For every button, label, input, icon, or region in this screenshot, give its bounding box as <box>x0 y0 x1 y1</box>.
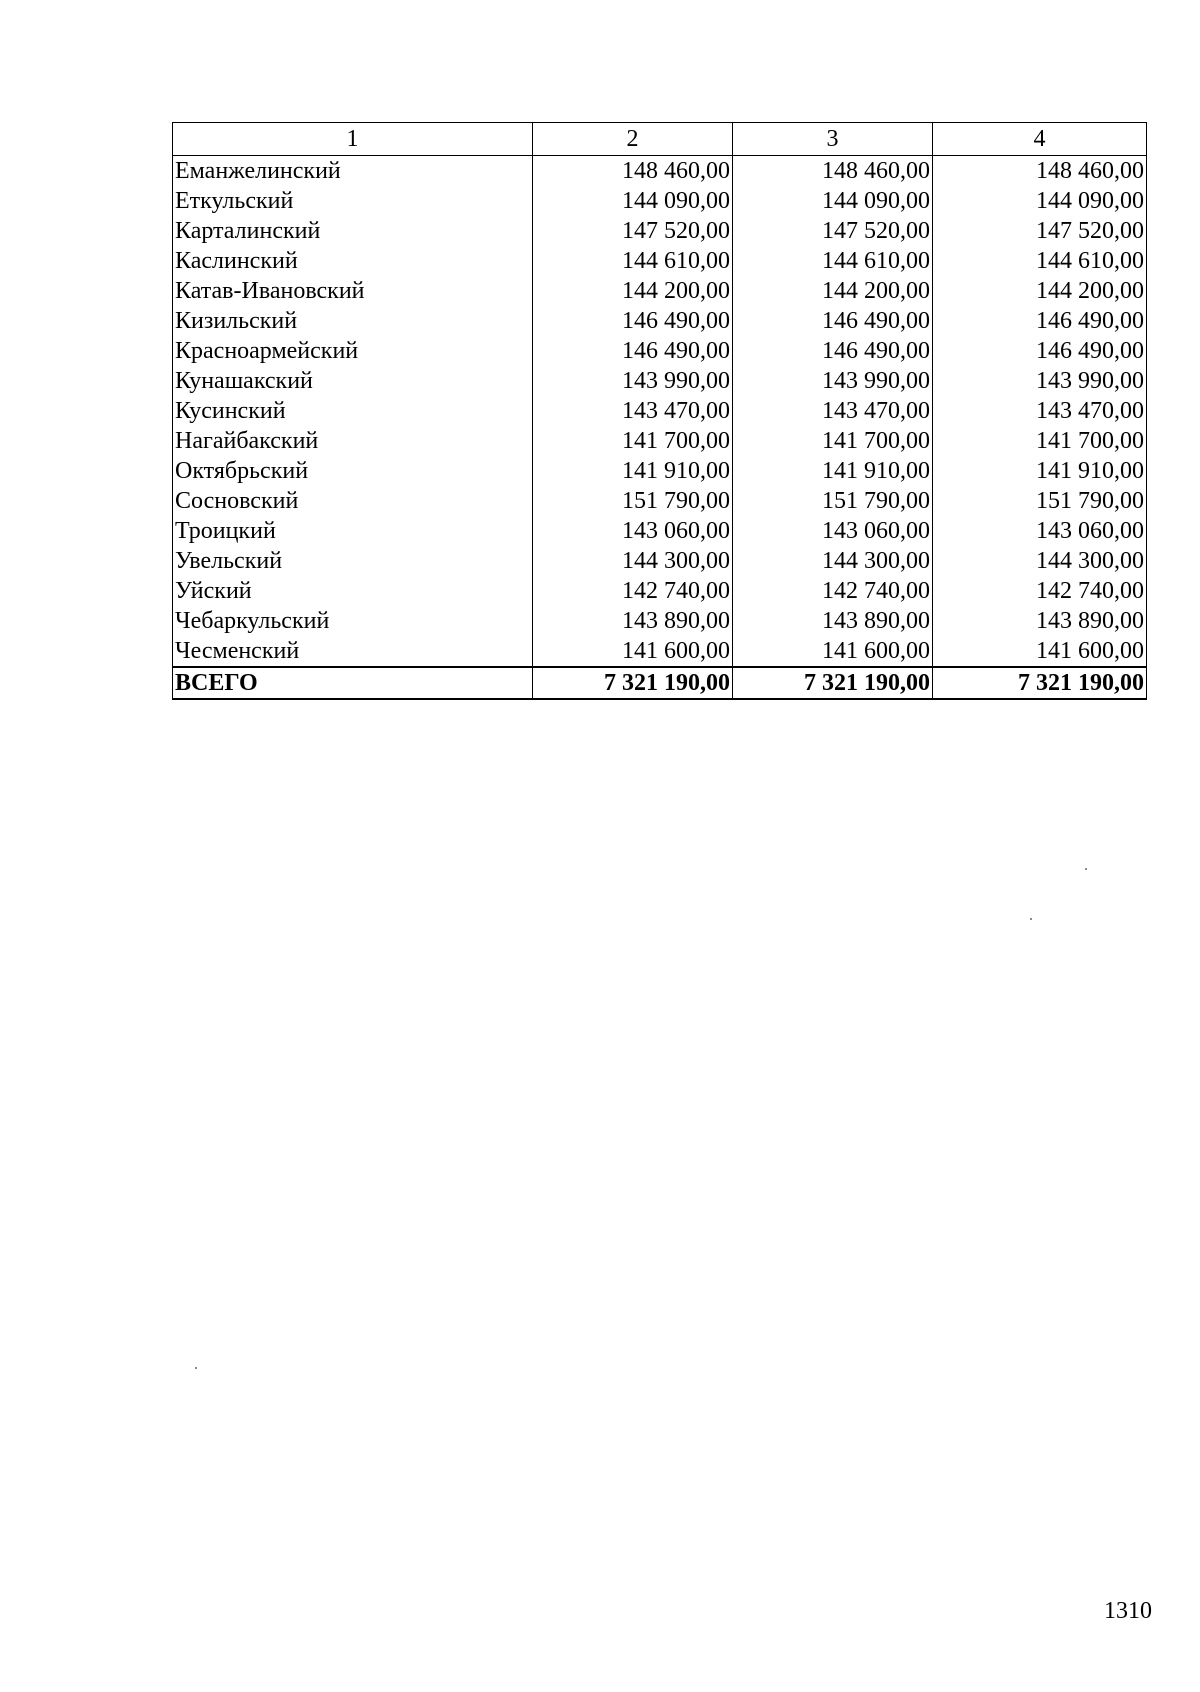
value-col4: 143 990,00 <box>933 366 1147 396</box>
district-name: Кизильский <box>173 306 533 336</box>
value-col4: 148 460,00 <box>933 156 1147 187</box>
value-col2: 144 610,00 <box>533 246 733 276</box>
table-row <box>173 426 1147 456</box>
table-row <box>173 306 1147 336</box>
value-col3: 141 910,00 <box>733 456 933 486</box>
table-row <box>173 276 1147 306</box>
value-col4: 144 090,00 <box>933 186 1147 216</box>
value-col3: 144 200,00 <box>733 276 933 306</box>
district-name: Чесменский <box>173 636 533 667</box>
value-col2: 141 600,00 <box>533 636 733 667</box>
value-col4: 143 060,00 <box>933 516 1147 546</box>
budget-table <box>172 122 1147 700</box>
value-col3: 148 460,00 <box>733 156 933 187</box>
value-col4: 141 910,00 <box>933 456 1147 486</box>
table-row <box>173 456 1147 486</box>
value-col4: 146 490,00 <box>933 306 1147 336</box>
district-name: Увельский <box>173 546 533 576</box>
value-col3: 141 600,00 <box>733 636 933 667</box>
table-row <box>173 366 1147 396</box>
district-name: Кусинский <box>173 396 533 426</box>
value-col3: 143 890,00 <box>733 606 933 636</box>
table-row <box>173 546 1147 576</box>
column-header-2: 2 <box>533 123 733 156</box>
value-col3: 151 790,00 <box>733 486 933 516</box>
table-row <box>173 516 1147 546</box>
district-name: Катав-Ивановский <box>173 276 533 306</box>
value-col3: 146 490,00 <box>733 306 933 336</box>
total-value-col3: 7 321 190,00 <box>733 667 933 699</box>
value-col2: 146 490,00 <box>533 336 733 366</box>
scan-speck <box>195 1367 197 1369</box>
value-col2: 151 790,00 <box>533 486 733 516</box>
district-name: Карталинский <box>173 216 533 246</box>
district-name: Красноармейский <box>173 336 533 366</box>
value-col2: 144 090,00 <box>533 186 733 216</box>
scan-speck <box>1085 868 1087 870</box>
table-row <box>173 336 1147 366</box>
total-value-col2: 7 321 190,00 <box>533 667 733 699</box>
value-col3: 142 740,00 <box>733 576 933 606</box>
value-col4: 143 470,00 <box>933 396 1147 426</box>
district-name: Октябрьский <box>173 456 533 486</box>
value-col2: 144 200,00 <box>533 276 733 306</box>
value-col2: 142 740,00 <box>533 576 733 606</box>
value-col2: 148 460,00 <box>533 156 733 187</box>
table-header-row <box>173 123 1147 156</box>
value-col2: 143 060,00 <box>533 516 733 546</box>
value-col3: 147 520,00 <box>733 216 933 246</box>
value-col3: 143 990,00 <box>733 366 933 396</box>
value-col3: 146 490,00 <box>733 336 933 366</box>
table-row <box>173 156 1147 187</box>
value-col3: 143 060,00 <box>733 516 933 546</box>
district-name: Уйский <box>173 576 533 606</box>
column-header-1: 1 <box>173 123 533 156</box>
value-col3: 144 610,00 <box>733 246 933 276</box>
total-row <box>173 667 1147 699</box>
value-col4: 146 490,00 <box>933 336 1147 366</box>
scan-speck <box>1030 918 1032 920</box>
table-row <box>173 576 1147 606</box>
value-col4: 142 740,00 <box>933 576 1147 606</box>
district-name: Нагайбакский <box>173 426 533 456</box>
total-value-col4: 7 321 190,00 <box>933 667 1147 699</box>
table-row <box>173 396 1147 426</box>
value-col4: 151 790,00 <box>933 486 1147 516</box>
district-name: Еманжелинский <box>173 156 533 187</box>
table-row <box>173 606 1147 636</box>
table-row <box>173 246 1147 276</box>
value-col4: 144 300,00 <box>933 546 1147 576</box>
total-label: ВСЕГО <box>173 667 533 699</box>
value-col2: 143 990,00 <box>533 366 733 396</box>
district-name: Еткульский <box>173 186 533 216</box>
value-col2: 143 890,00 <box>533 606 733 636</box>
value-col3: 144 090,00 <box>733 186 933 216</box>
value-col3: 143 470,00 <box>733 396 933 426</box>
value-col2: 144 300,00 <box>533 546 733 576</box>
value-col2: 141 910,00 <box>533 456 733 486</box>
page-number: 1310 <box>1104 1598 1152 1624</box>
value-col4: 143 890,00 <box>933 606 1147 636</box>
district-name: Каслинский <box>173 246 533 276</box>
value-col3: 144 300,00 <box>733 546 933 576</box>
column-header-3: 3 <box>733 123 933 156</box>
value-col3: 141 700,00 <box>733 426 933 456</box>
value-col2: 143 470,00 <box>533 396 733 426</box>
value-col4: 141 700,00 <box>933 426 1147 456</box>
table-row <box>173 486 1147 516</box>
value-col4: 141 600,00 <box>933 636 1147 667</box>
value-col2: 147 520,00 <box>533 216 733 246</box>
value-col2: 141 700,00 <box>533 426 733 456</box>
district-name: Сосновский <box>173 486 533 516</box>
table-row <box>173 186 1147 216</box>
district-name: Чебаркульский <box>173 606 533 636</box>
table-row <box>173 216 1147 246</box>
value-col2: 146 490,00 <box>533 306 733 336</box>
value-col4: 147 520,00 <box>933 216 1147 246</box>
district-name: Троицкий <box>173 516 533 546</box>
value-col4: 144 200,00 <box>933 276 1147 306</box>
table-row <box>173 636 1147 667</box>
table-body <box>173 156 1147 668</box>
district-name: Кунашакский <box>173 366 533 396</box>
value-col4: 144 610,00 <box>933 246 1147 276</box>
column-header-4: 4 <box>933 123 1147 156</box>
